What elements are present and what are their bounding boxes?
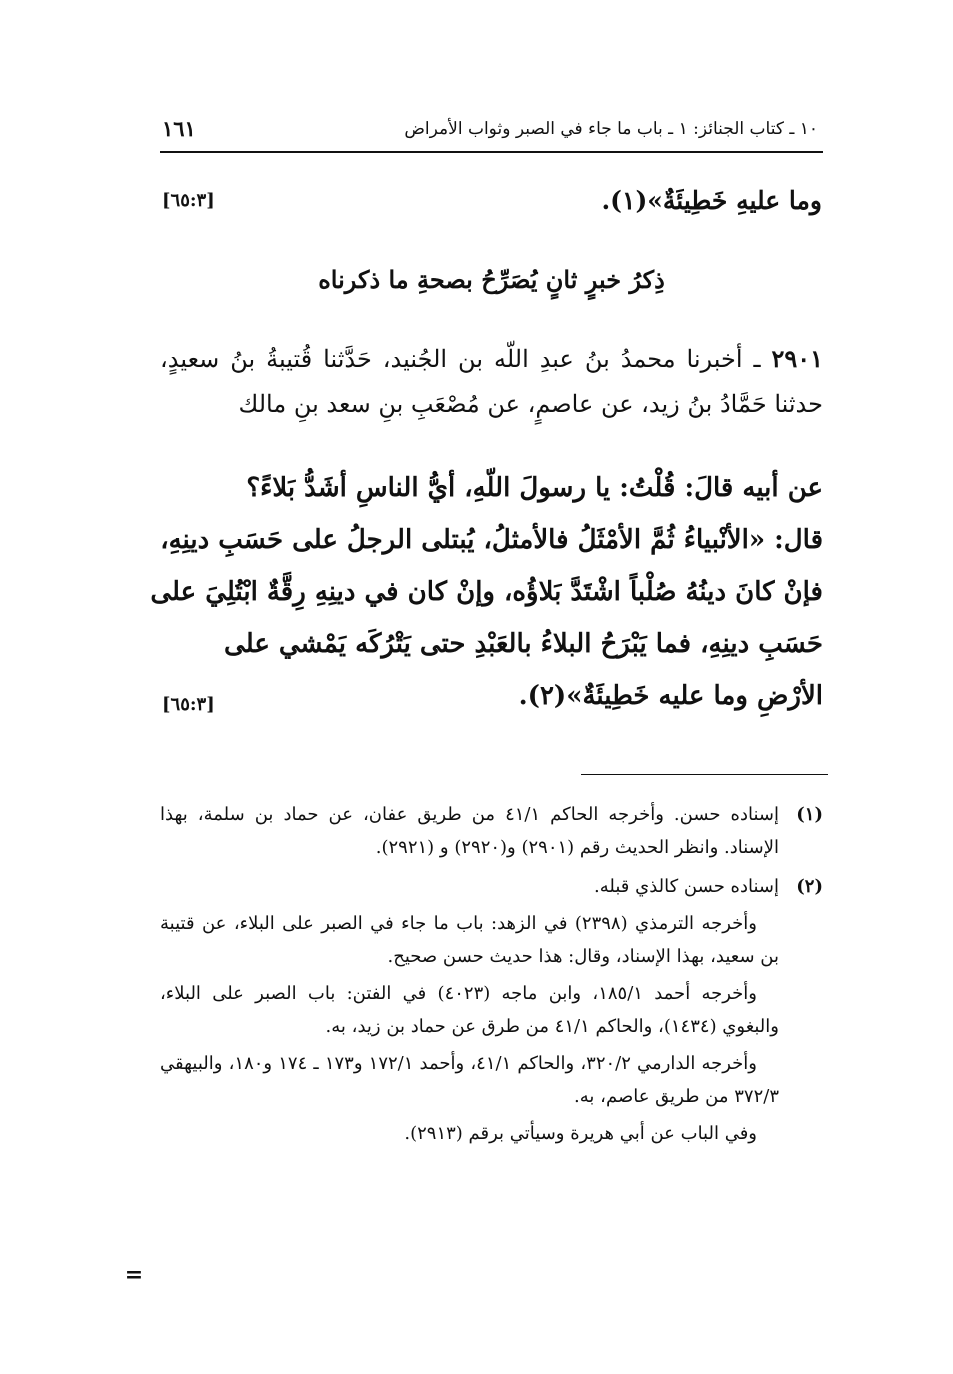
footnote-divider	[581, 774, 828, 775]
source-reference: [٦٥:٣]	[162, 694, 215, 715]
matn-line: فإنْ كانَ دينُهُ صُلْباً اشْتَدَّ بَلاؤُه، وإنْ كان في دينِهِ رِقَّةٌ ابْتُلِيَ على	[150, 577, 823, 607]
footnote-text: وأخرجه الدارمي ٣٢٠/٢، والحاكم ٤١/١، وأحمد ١٧٢/١ و١٧٣ ـ ١٧٤ و١٨٠، والبيهقي ٣٧٢/٣ من طريق عاصم، به.	[160, 1053, 779, 1107]
footnote-text: إسناده حسن كالذي قبله.	[594, 876, 779, 897]
continuation-mark: =	[124, 1262, 144, 1288]
footnote-text: وفي الباب عن أبي هريرة وسيأتي برقم (٢٩١٣).	[404, 1123, 757, 1144]
matn-line: قال: «الأنْبياءُ ثُمَّ الأمْثَلُ فالأمثلُ، يُبتلى الرجلُ على حَسَبِ دينِهِ،	[160, 525, 823, 555]
source-reference: [٦٥:٣]	[162, 190, 215, 211]
footnote	[160, 798, 823, 864]
section-heading: ذِكرُ خبرٍ ثانٍ يُصَرِّحُ بصحةِ ما ذكرناه	[318, 265, 665, 294]
hadith-isnad	[160, 336, 823, 427]
footnote	[160, 870, 823, 1150]
footnote-text: وأخرجه الترمذي (٢٣٩٨) في الزهد: باب ما جاء في الصبر على البلاء، عن قتيبة بن سعيد، بهذا الإسناد، وقال: هذا حديث حسن صحيح.	[160, 913, 779, 967]
matn-line: عن أبيه قالَ: قُلْتُ: يا رسولَ اللّهِ، أيُّ الناسِ أشَدُّ بَلاءً؟	[246, 473, 823, 503]
matn-line: حَسَبِ دينِهِ، فما يَبْرَحُ البلاءُ بالعَبْدِ حتى يَتْرُكَه يَمْشي على	[224, 629, 823, 659]
hadith-number: ٢٩٠١	[771, 344, 823, 373]
hadith-matn	[150, 462, 823, 722]
continued-hadith-text: وما عليهِ خَطِيئَةٌ»(١).	[601, 186, 822, 215]
hadith-chain-text: ـ أخبرنا محمدُ بنُ عبدِ اللّه بن الجُنيد، حَدَّثنا قُتيبةُ بنُ سعيدٍ، حدثنا حَمَّادُ بنُ زيد، عن عاصمٍ، عن مُصْعَبِ بنِ سعد بنِ مالك	[160, 345, 823, 418]
page-number: ١٦١	[162, 116, 196, 141]
footnote-number: (١)	[796, 804, 823, 825]
footnotes	[160, 798, 823, 1156]
footnote-text: وأخرجه أحمد ١٨٥/١، وابن ماجه (٤٠٢٣) في الفتن: باب الصبر على البلاء، والبغوي (١٤٣٤)، والحاكم ٤١/١ من طرق عن حماد بن زيد، به.	[160, 983, 779, 1037]
footnote-number: (٢)	[796, 876, 823, 897]
footnote-text: إسناده حسن. وأخرجه الحاكم ٤١/١ من طريق عفان، عن حماد بن سلمة، بهذا الإسناد. وانظر الحديث رقم (٢٩٠١) و(٢٩٢٠) و (٢٩٢١).	[160, 804, 779, 858]
header-divider	[160, 151, 823, 153]
matn-line: الأرْضِ وما عليه خَطِيئَةٌ»(٢).	[518, 681, 823, 711]
running-header-title: ١٠ ـ كتاب الجنائز: ١ ـ باب ما جاء في الصبر وثواب الأمراض	[404, 119, 818, 139]
